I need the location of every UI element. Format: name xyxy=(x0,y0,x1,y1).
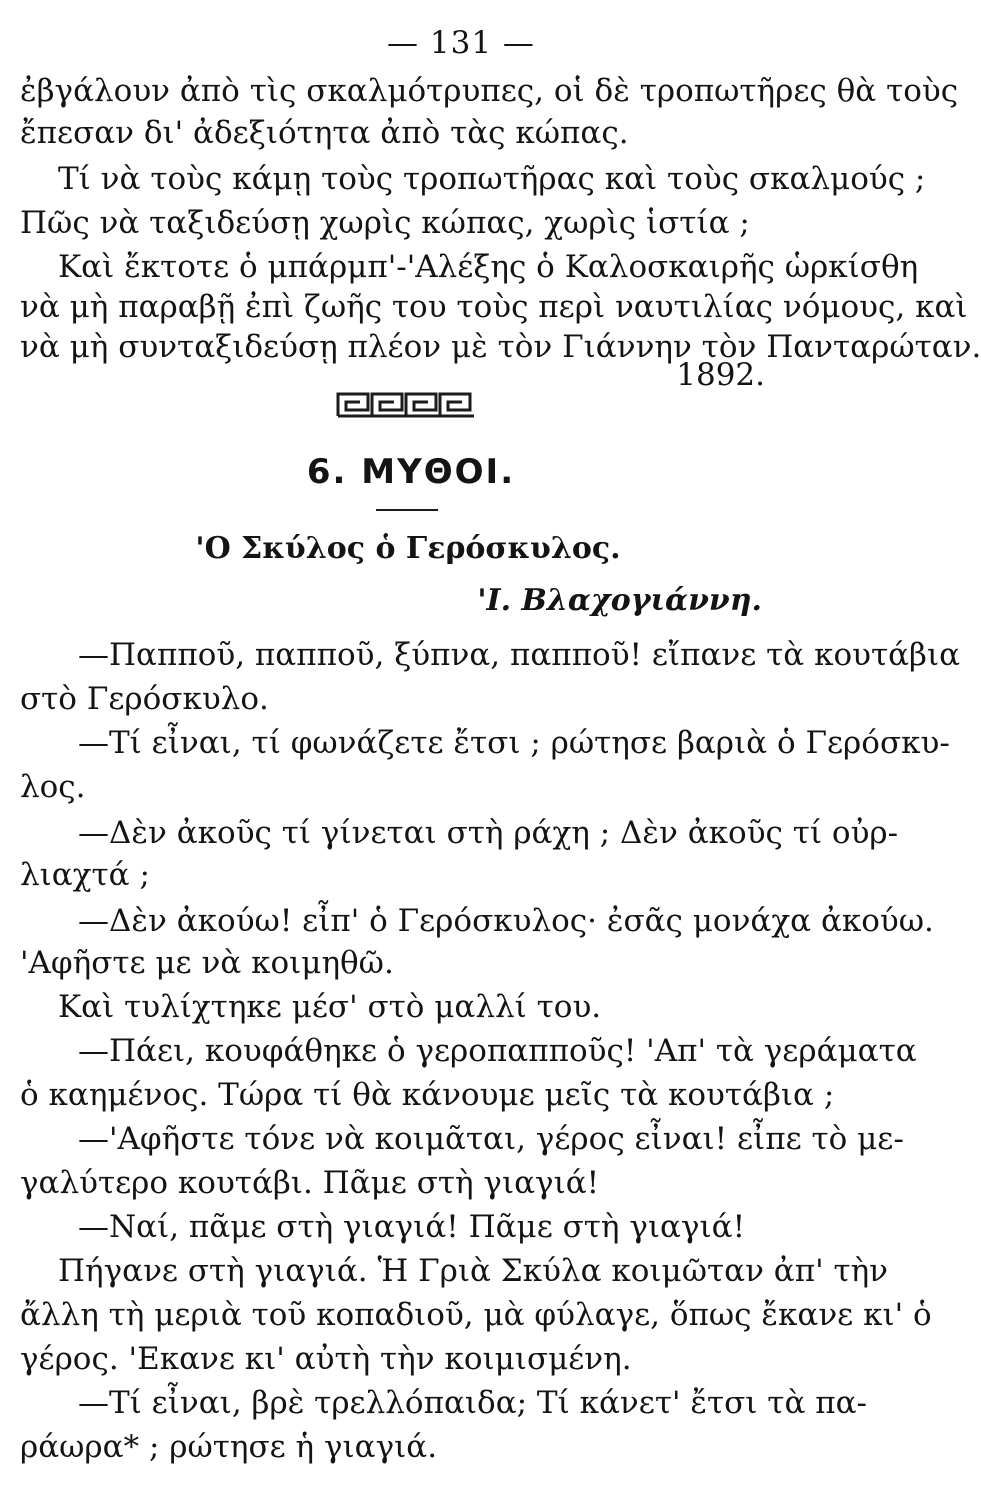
text-line: ὁ καημένος. Τώρα τί θὰ κάνουμε μεῖς τὰ κουτάβια ; xyxy=(20,1077,835,1113)
text-line: λος. xyxy=(20,769,86,805)
text-line: —Δὲν ἀκούω! εἶπ' ὁ Γερόσκυλος· ἐσᾶς μονάχα ἀκούω. xyxy=(78,903,934,939)
section-title: 6. ΜΥΘΟΙ. xyxy=(306,452,516,492)
text-line: λιαχτά ; xyxy=(20,857,150,893)
text-line: Πήγανε στὴ γιαγιά. Ἡ Γριὰ Σκύλα κοιμῶταν ἀπ' τὴν xyxy=(58,1253,889,1289)
text-line: —Δὲν ἀκοῦς τί γίνεται στὴ ράχη ; Δὲν ἀκοῦς τί οὐρ- xyxy=(78,815,899,851)
text-line: Καὶ ἔκτοτε ὁ μπάρμπ'-'Αλέξης ὁ Καλοσκαιρῆς ὡρκίσθη xyxy=(58,249,919,285)
text-line: —Παπποῦ, παπποῦ, ξύπνα, παπποῦ! εἴπανε τὰ κουτάβια xyxy=(78,637,961,673)
story-title: 'Ο Σκύλος ὁ Γερόσκυλος. xyxy=(195,531,621,566)
text-line: Πῶς νὰ ταξιδεύσῃ χωρὶς κώπας, χωρὶς ἱστία ; xyxy=(20,205,750,241)
text-line: γαλύτερο κουτάβι. Πᾶμε στὴ γιαγιά! xyxy=(20,1165,600,1201)
title-divider xyxy=(376,509,438,511)
page-number: — 131 — xyxy=(387,25,535,61)
story-author: 'Ι. Βλαχογιάννη. xyxy=(477,583,762,618)
text-line: ἄλλη τὴ μεριὰ τοῦ κοπαδιοῦ, μὰ φύλαγε, ὅπως ἔκανε κι' ὁ xyxy=(20,1297,932,1333)
text-line: Καὶ τυλίχτηκε μέσ' στὸ μαλλί του. xyxy=(58,989,602,1025)
story-date: 1892. xyxy=(676,357,765,393)
text-line: —Τί εἶναι, βρὲ τρελλόπαιδα; Τί κάνετ' ἔτσι τὰ πα- xyxy=(78,1385,868,1421)
text-line: γέρος. 'Εκανε κι' αὐτὴ τὴν κοιμισμένη. xyxy=(20,1341,632,1377)
text-line: —'Αφῆστε τόνε νὰ κοιμᾶται, γέρος εἶναι! εἶπε τὸ με- xyxy=(78,1121,904,1157)
text-line: ἔπεσαν δι' ἀδεξιότητα ἀπὸ τὰς κώπας. xyxy=(20,115,629,151)
text-line: —Πάει, κουφάθηκε ὁ γεροπαπποῦς! 'Απ' τὰ γεράματα xyxy=(78,1033,917,1069)
text-line: —Τί εἶναι, τί φωνάζετε ἔτσι ; ρώτησε βαριὰ ὁ Γερόσκυ- xyxy=(78,725,950,761)
text-line: νὰ μὴ παραβῇ ἐπὶ ζωῆς του τοὺς περὶ ναυτιλίας νόμους, καὶ xyxy=(20,289,968,325)
text-line: ράωρα* ; ρώτησε ἡ γιαγιά. xyxy=(20,1429,438,1465)
text-line: ἐβγάλουν ἀπὸ τὶς σκαλμότρυπες, οἱ δὲ τροπωτῆρες θὰ τοὺς xyxy=(20,73,959,109)
text-line: Τί νὰ τοὺς κάμῃ τοὺς τροπωτῆρας καὶ τοὺς σκαλμούς ; xyxy=(58,161,926,197)
text-line: νὰ μὴ συνταξιδεύσῃ πλέον μὲ τὸν Γιάννην τὸν Πανταρώταν. xyxy=(20,329,981,365)
greek-key-ornament xyxy=(336,390,476,418)
text-line: στὸ Γερόσκυλο. xyxy=(20,681,269,717)
text-line: 'Αφῆστε με νὰ κοιμηθῶ. xyxy=(20,945,394,981)
text-line: —Ναί, πᾶμε στὴ γιαγιά! Πᾶμε στὴ γιαγιά! xyxy=(78,1209,746,1245)
